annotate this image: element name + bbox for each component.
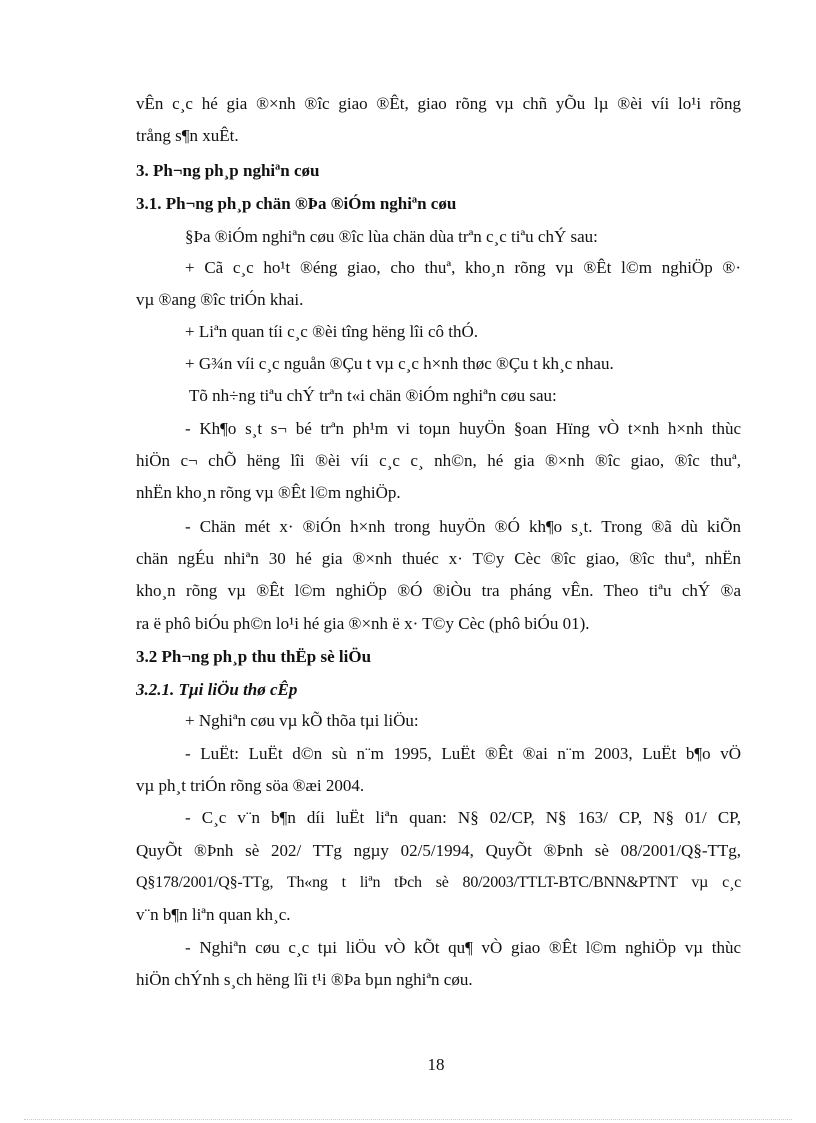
list-item: + Cã c¸c ho¹t ®éng giao, cho thuª, kho¸n rõng vµ ®Êt l©m nghiÖp ®· [185, 258, 741, 277]
paragraph-line: trång s¶n xuÊt. [136, 126, 239, 145]
paragraph-line: §Þa ®iÓm nghiªn cøu ®îc lùa chän dùa trªn c¸c tiªu chÝ sau: [185, 227, 598, 246]
list-item: + G¾n víi c¸c nguån ®Çu t vµ c¸c h×nh thøc ®Çu t kh¸c nhau. [185, 354, 614, 373]
paragraph-line: vµ ®ang ®îc triÓn khai. [136, 290, 304, 309]
paragraph-line: chän ngÉu nhiªn 30 hé gia ®×nh thuéc x· T©y Cèc ®îc giao, ®îc thuª, nhËn [136, 549, 741, 568]
list-item: + Nghiªn cøu vµ kÕ thõa tµi liÖu: [185, 711, 419, 730]
list-item: - C¸c v¨n b¶n díi luËt liªn quan: N§ 02/CP, N§ 163/ CP, N§ 01/ CP, [185, 808, 741, 827]
paragraph-line: v¨n b¶n liªn quan kh¸c. [136, 905, 291, 924]
page-number: 18 [427, 1055, 445, 1074]
list-item: - Nghiªn cøu c¸c tµi liÖu vÒ kÕt qu¶ vÒ giao ®Êt l©m nghiÖp vµ thùc [185, 938, 741, 957]
subsection-heading: 3.2.1. Tµi liÖu thø cÊp [136, 680, 298, 699]
paragraph-line: vµ ph¸t triÓn rõng söa ®æi 2004. [136, 776, 365, 795]
paragraph-line: ra ë phô biÓu ph©n lo¹i hé gia ®×nh ë x· T©y Cèc (phô biÓu 01). [136, 614, 590, 633]
paragraph-line: Tõ nh÷ng tiªu chÝ trªn t«i chän ®iÓm nghiªn cøu sau: [189, 386, 557, 405]
paragraph-line: Q§178/2001/Q§-TTg, Th«ng t liªn tÞch sè 80/2003/TTLT-BTC/BNN&PTNT vµ c¸c [136, 874, 741, 891]
paragraph-line: hiÖn chÝnh s¸ch hëng lîi t¹i ®Þa bµn nghiªn cøu. [136, 970, 473, 989]
paragraph-line: vÊn c¸c hé gia ®×nh ®îc giao ®Êt, giao rõng vµ chñ yÕu lµ ®èi víi lo¹i rõng [136, 94, 741, 113]
page-bottom-rule [24, 1119, 792, 1120]
paragraph-line: hiÖn c¬ chÕ hëng lîi ®èi víi c¸c c¸ nh©n, hé gia ®×nh ®îc giao, ®îc thuª, [136, 451, 741, 470]
section-heading: 3.2 Ph¬ng ph¸p thu thËp sè liÖu [136, 647, 372, 666]
paragraph-line: QuyÕt ®Þnh sè 202/ TTg ngµy 02/5/1994, QuyÕt ®Þnh sè 08/2001/Q§-TTg, [136, 841, 741, 860]
list-item: - Kh¶o s¸t s¬ bé trªn ph¹m vi toµn huyÖn §oan Hïng vÒ t×nh h×nh thùc [185, 419, 741, 438]
list-item: - Chän mét x· ®iÓn h×nh trong huyÖn ®Ó kh¶o s¸t. Trong ®ã dù kiÕn [185, 517, 741, 536]
list-item: - LuËt: LuËt d©n sù n¨m 1995, LuËt ®Êt ®ai n¨m 2003, LuËt b¶o vÖ [185, 744, 741, 763]
list-item: + Liªn quan tíi c¸c ®èi tîng hëng lîi cô thÓ. [185, 322, 478, 341]
subsection-heading: 3.1. Ph¬ng ph¸p chän ®Þa ®iÓm nghiªn cøu [136, 194, 457, 213]
section-heading: 3. Ph¬ng ph¸p nghiªn cøu [136, 161, 320, 180]
paragraph-line: kho¸n rõng vµ ®Êt l©m nghiÖp ®Ó ®iÒu tra pháng vÊn. Theo tiªu chÝ ®a [136, 581, 741, 600]
paragraph-line: nhËn kho¸n rõng vµ ®Êt l©m nghiÖp. [136, 483, 401, 502]
